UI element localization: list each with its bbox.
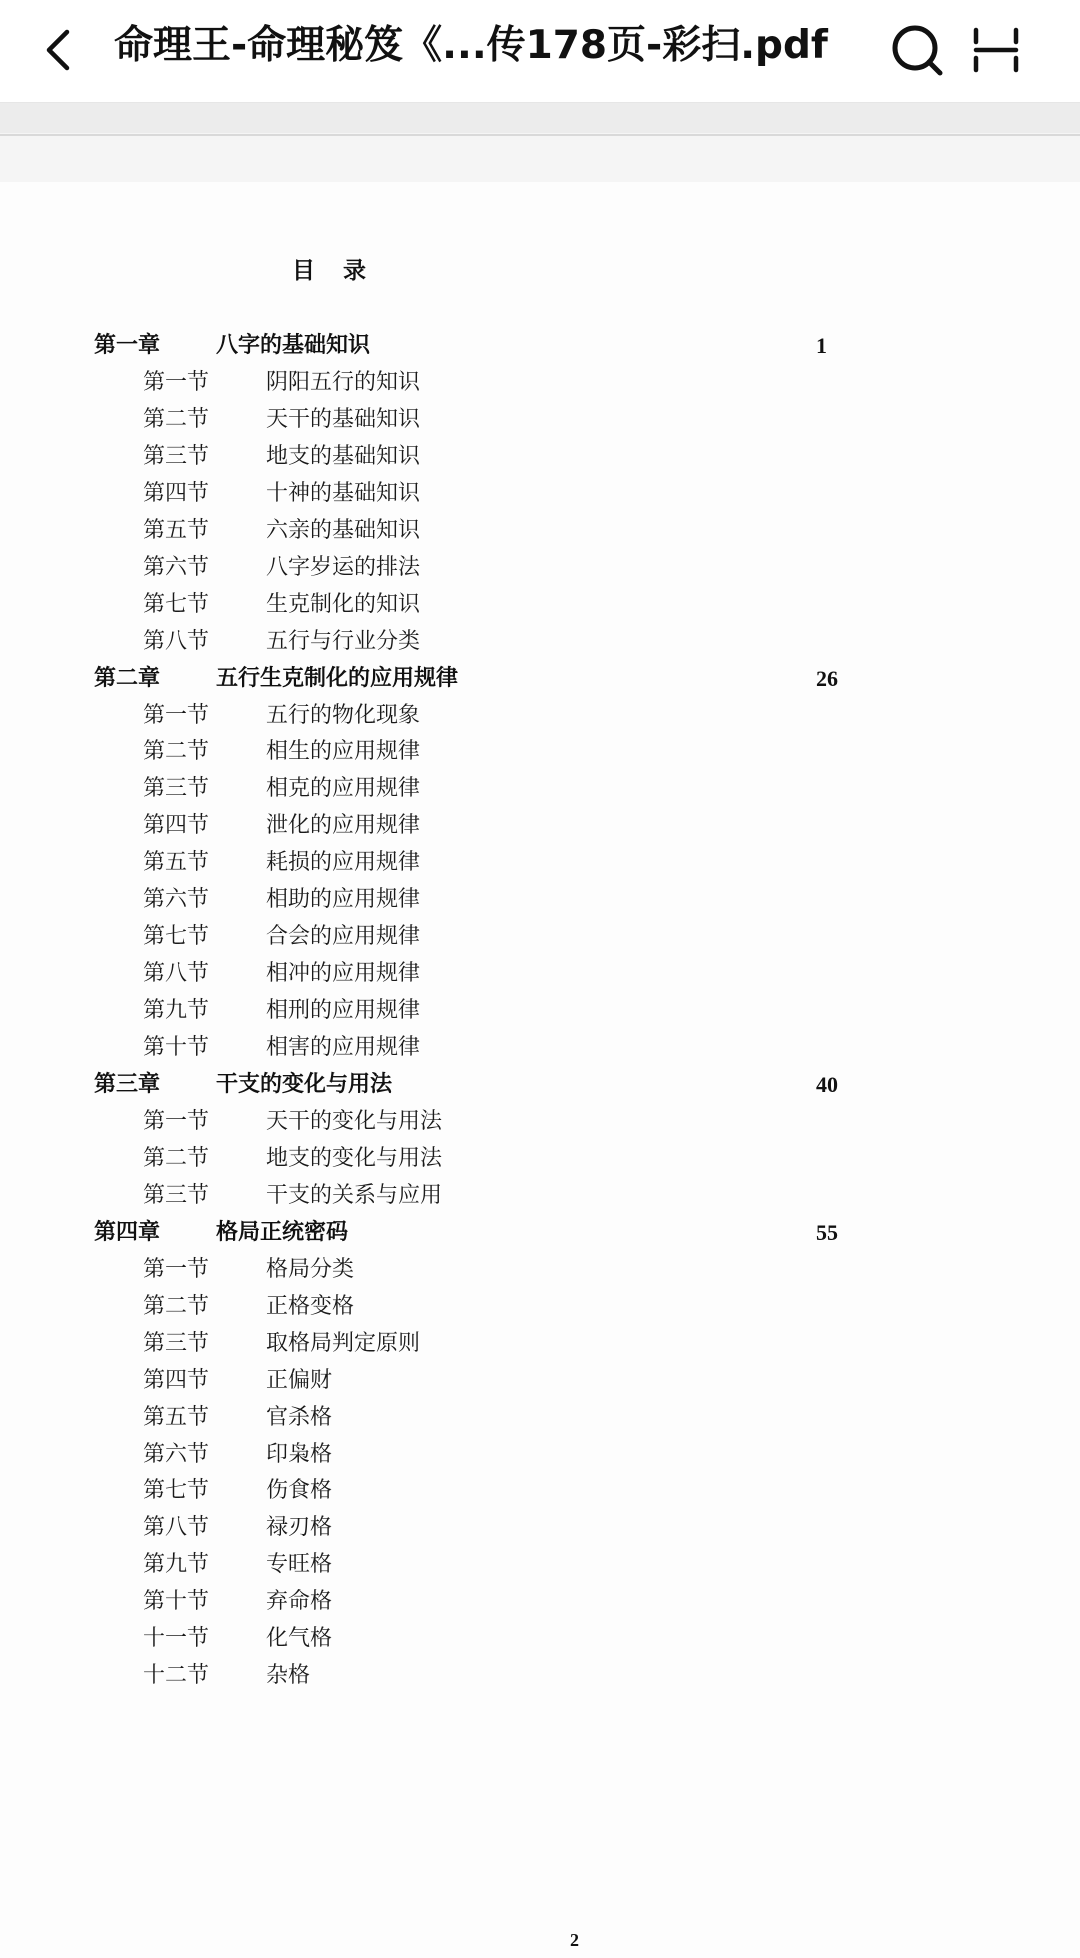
section-number: 第九节: [143, 998, 210, 1024]
section-number: 第一节: [143, 1108, 210, 1134]
section-number: 第一节: [143, 369, 210, 395]
chapter-number: 第三章: [94, 1071, 161, 1097]
section-title: 取格局判定原则: [266, 1330, 421, 1356]
page-number: 2: [570, 1930, 579, 1950]
toc-heading: 目 录: [292, 257, 377, 284]
toc-section-row[interactable]: [0, 1362, 1080, 1399]
section-number: 第二节: [143, 1145, 210, 1171]
toc-section-row[interactable]: [0, 955, 1080, 992]
chapter-title: 五行生克制化的应用规律: [216, 664, 459, 691]
section-number: 第六节: [143, 554, 210, 580]
toc-section-row[interactable]: [0, 733, 1080, 770]
section-title: 阴阳五行的知识: [266, 369, 421, 395]
divider: [0, 134, 1080, 136]
toc-section-row[interactable]: [0, 1029, 1080, 1066]
section-number: 第九节: [143, 1552, 210, 1578]
chapter-page-number: 26: [816, 665, 838, 691]
toc-chapter-row[interactable]: [0, 660, 1080, 697]
section-title: 相冲的应用规律: [266, 961, 421, 987]
section-title: 伤食格: [266, 1478, 333, 1504]
section-number: 第二节: [143, 406, 210, 432]
section-title: 相克的应用规律: [266, 776, 421, 802]
toc-section-row[interactable]: [0, 364, 1080, 401]
section-number: 第四节: [143, 480, 210, 506]
toc-section-row[interactable]: [0, 1472, 1080, 1509]
section-title: 禄刃格: [266, 1515, 333, 1541]
top-bar: [0, 0, 1080, 103]
section-title: 天干的变化与用法: [266, 1108, 443, 1134]
toc-section-row[interactable]: [0, 1620, 1080, 1657]
section-title: 泄化的应用规律: [266, 813, 421, 839]
chapter-title: 干支的变化与用法: [216, 1071, 393, 1097]
chapter-number: 第二章: [94, 664, 161, 691]
section-title: 官杀格: [266, 1404, 333, 1430]
section-number: 第八节: [143, 1515, 210, 1541]
section-number: 第三节: [143, 776, 210, 802]
section-title: 相刑的应用规律: [266, 998, 421, 1024]
section-number: 第七节: [143, 1478, 210, 1504]
section-number: 第三节: [143, 1182, 210, 1208]
menu-button[interactable]: [968, 20, 1024, 80]
toc-section-row[interactable]: [0, 1399, 1080, 1436]
section-title: 八字岁运的排法: [266, 554, 421, 580]
section-title: 印枭格: [266, 1441, 333, 1467]
section-title: 杂格: [266, 1663, 311, 1689]
toc-section-row[interactable]: [0, 586, 1080, 623]
section-title: 六亲的基础知识: [266, 517, 421, 543]
section-title: 正偏财: [266, 1367, 333, 1393]
toc-section-row[interactable]: [0, 623, 1080, 660]
chapter-title: 八字的基础知识: [216, 332, 371, 358]
section-title: 合会的应用规律: [266, 924, 421, 950]
section-number: 第七节: [143, 924, 210, 950]
toc-section-row[interactable]: [0, 844, 1080, 881]
section-title: 正格变格: [266, 1293, 355, 1319]
section-number: 第四节: [143, 813, 210, 839]
chapter-page-number: 1: [816, 333, 827, 358]
toc-section-row[interactable]: [0, 1140, 1080, 1177]
section-title: 格局分类: [266, 1256, 355, 1282]
section-title: 相助的应用规律: [266, 887, 421, 913]
section-title: 十神的基础知识: [266, 480, 421, 506]
section-title: 五行的物化现象: [266, 702, 421, 728]
back-button[interactable]: [34, 20, 82, 80]
section-number: 第八节: [143, 628, 210, 654]
section-title: 干支的关系与应用: [266, 1182, 443, 1208]
section-number: 第六节: [143, 887, 210, 913]
toc-section-row[interactable]: [0, 1436, 1080, 1473]
section-title: 相害的应用规律: [266, 1035, 421, 1061]
chapter-number: 第四章: [94, 1218, 161, 1245]
section-title: 耗损的应用规律: [266, 850, 421, 876]
chapter-number: 第一章: [94, 332, 161, 358]
toc-section-row[interactable]: [0, 881, 1080, 918]
section-number: 第三节: [143, 443, 210, 469]
section-number: 第五节: [143, 1404, 210, 1430]
toc-section-row[interactable]: [0, 1657, 1080, 1694]
toc-section-row[interactable]: [0, 512, 1080, 549]
section-title: 天干的基础知识: [266, 406, 421, 432]
section-number: 第一节: [143, 1256, 210, 1282]
menu-icon: [971, 25, 1021, 75]
toc-section-row[interactable]: [0, 475, 1080, 512]
section-number: 第五节: [143, 517, 210, 543]
section-title: 生克制化的知识: [266, 591, 421, 617]
toc-section-row[interactable]: [0, 1288, 1080, 1325]
section-number: 第八节: [143, 961, 210, 987]
section-title: 弃命格: [266, 1589, 333, 1615]
toc-section-row[interactable]: [0, 918, 1080, 955]
section-number: 第六节: [143, 1441, 210, 1467]
toc-section-row[interactable]: [0, 1177, 1080, 1214]
search-button[interactable]: [888, 20, 946, 80]
section-number: 第三节: [143, 1330, 210, 1356]
chapter-page-number: 55: [816, 1219, 838, 1245]
section-title: 化气格: [266, 1626, 333, 1652]
toc-section-row[interactable]: [0, 1509, 1080, 1546]
section-number: 第十节: [143, 1035, 210, 1061]
section-number: 第四节: [143, 1367, 210, 1393]
section-number: 第二节: [143, 739, 210, 765]
section-number: 十二节: [143, 1663, 210, 1689]
toc-section-row[interactable]: [0, 549, 1080, 586]
section-title: 专旺格: [266, 1552, 333, 1578]
section-title: 相生的应用规律: [266, 739, 421, 765]
toc-section-row[interactable]: [0, 770, 1080, 807]
toc-section-row[interactable]: [0, 1546, 1080, 1583]
toc-section-row[interactable]: [0, 697, 1080, 734]
chapter-page-number: 40: [816, 1072, 838, 1097]
toc-section-row[interactable]: [0, 992, 1080, 1029]
toc-section-row[interactable]: [0, 1583, 1080, 1620]
section-title: 五行与行业分类: [266, 628, 421, 654]
search-icon: [890, 23, 944, 77]
section-number: 第二节: [143, 1293, 210, 1319]
toc-chapter-row[interactable]: [0, 1214, 1080, 1251]
section-number: 第一节: [143, 702, 210, 728]
section-title: 地支的基础知识: [266, 443, 421, 469]
toc-chapter-row[interactable]: [0, 327, 1080, 364]
toc-section-row[interactable]: [0, 807, 1080, 844]
document-title: 命理王-命理秘笈《...传178页-彩扫.pdf: [114, 23, 828, 68]
section-number: 第五节: [143, 850, 210, 876]
viewer-band: [0, 103, 1080, 133]
section-number: 第十节: [143, 1589, 210, 1615]
chapter-title: 格局正统密码: [216, 1218, 349, 1245]
toc-section-row[interactable]: [0, 1103, 1080, 1140]
toc-section-row[interactable]: [0, 401, 1080, 438]
toc-chapter-row[interactable]: [0, 1066, 1080, 1103]
toc-section-row[interactable]: [0, 1251, 1080, 1288]
toc-section-row[interactable]: [0, 1325, 1080, 1362]
section-number: 十一节: [143, 1626, 210, 1652]
chevron-left-icon: [43, 28, 73, 72]
section-title: 地支的变化与用法: [266, 1145, 443, 1171]
toc-section-row[interactable]: [0, 438, 1080, 475]
section-number: 第七节: [143, 591, 210, 617]
